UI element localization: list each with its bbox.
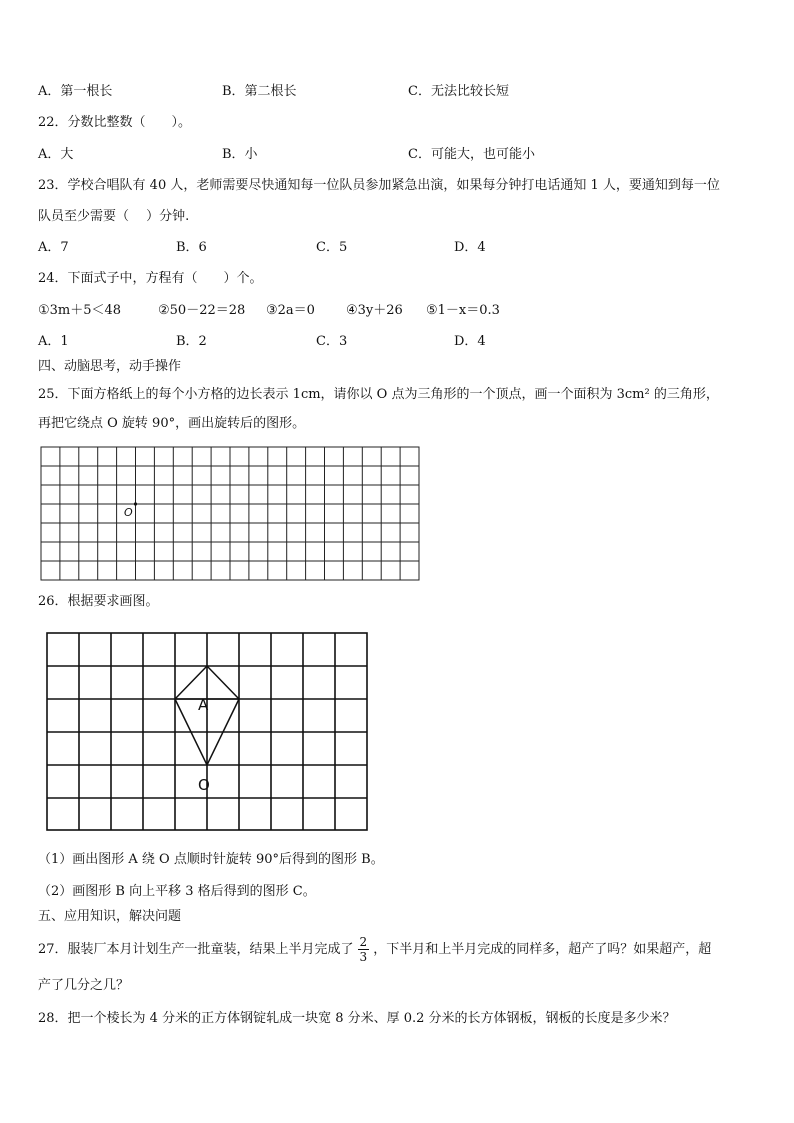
q24-expr-1: ①3m＋5＜48 bbox=[38, 303, 122, 318]
q25-point-o bbox=[134, 502, 137, 505]
q28-stem: 28．把一个棱长为 4 分米的正方体钢锭轧成一块宽 8 分米、厚 0.2 分米的长方体钢板，钢板的长度是多少米？ bbox=[38, 1011, 676, 1026]
q24-expr-2: ②50－22＝28 bbox=[158, 303, 246, 318]
q25-stem-line2: 再把它绕点 O 旋转 90°，画出旋转后的图形。 bbox=[38, 416, 306, 431]
q21-option-c: C．无法比较长短 bbox=[408, 84, 509, 99]
q23-option-a: A．7 bbox=[38, 240, 69, 255]
q27-fraction-numerator: 2 bbox=[359, 935, 368, 949]
q27-stem-line1 bbox=[38, 934, 711, 966]
q22-option-a: A．大 bbox=[38, 147, 74, 162]
q22-option-c: C．可能大，也可能小 bbox=[408, 147, 535, 162]
q25-point-o-label: O bbox=[124, 506, 133, 519]
q23-option-d: D．4 bbox=[454, 240, 486, 255]
q24-stem: 24．下面式子中，方程有（ ）个。 bbox=[38, 271, 263, 286]
section-4-heading: 四、动脑思考，动手操作 bbox=[38, 359, 182, 374]
q22-option-b: B．小 bbox=[222, 147, 258, 162]
section-5-heading: 五、应用知识，解决问题 bbox=[38, 909, 182, 924]
q26-label-o: O bbox=[198, 776, 210, 794]
q27-stem-line2: 产了几分之几？ bbox=[38, 978, 130, 993]
q27-fraction-denominator: 3 bbox=[359, 950, 368, 964]
q24-expr-3: ③2a＝0 bbox=[266, 303, 315, 318]
q23-option-c: C．5 bbox=[316, 240, 348, 255]
q26-grid-paper bbox=[44, 624, 372, 838]
q26-label-a: A bbox=[198, 696, 209, 714]
q24-option-b: B．2 bbox=[176, 334, 207, 349]
q21-option-a: A．第一根长 bbox=[38, 84, 113, 99]
q25-grid-paper bbox=[40, 446, 422, 586]
q24-option-d: D．4 bbox=[454, 334, 486, 349]
q27-stem-pre: 27．服装厂本月计划生产一批童装，结果上半月完成了 bbox=[38, 942, 354, 957]
q24-option-c: C．3 bbox=[316, 334, 348, 349]
q26-sub-question-1: （1）画出图形 A 绕 O 点顺时针旋转 90°后得到的图形 B。 bbox=[38, 852, 384, 867]
q26-sub-question-2: （2）画图形 B 向上平移 3 格后得到的图形 C。 bbox=[38, 884, 316, 899]
q23-option-b: B．6 bbox=[176, 240, 207, 255]
q27-stem-post: ，下半月和上半月完成的同样多，超产了吗？如果超产，超 bbox=[373, 942, 712, 957]
q22-stem: 22．分数比整数（ ）。 bbox=[38, 115, 192, 130]
q24-expr-4: ④3y＋26 bbox=[346, 303, 403, 318]
q26-stem: 26．根据要求画图。 bbox=[38, 594, 159, 609]
q25-stem-line1: 25．下面方格纸上的每个小方格的边长表示 1cm，请你以 O 点为三角形的一个顶点，画一个面积为 3cm² 的三角形， bbox=[38, 387, 719, 402]
q23-stem-line2: 队员至少需要（ ）分钟. bbox=[38, 209, 190, 224]
q23-stem-line1: 23．学校合唱队有 40 人，老师需要尽快通知每一位队员参加紧急出演，如果每分钟打电话通知 1 人，要通知到每一位 bbox=[38, 178, 720, 193]
q24-option-a: A．1 bbox=[38, 334, 69, 349]
q24-expr-5: ⑤1－x＝0.3 bbox=[426, 303, 500, 318]
q21-option-b: B．第二根长 bbox=[222, 84, 297, 99]
q27-fraction bbox=[358, 935, 370, 964]
